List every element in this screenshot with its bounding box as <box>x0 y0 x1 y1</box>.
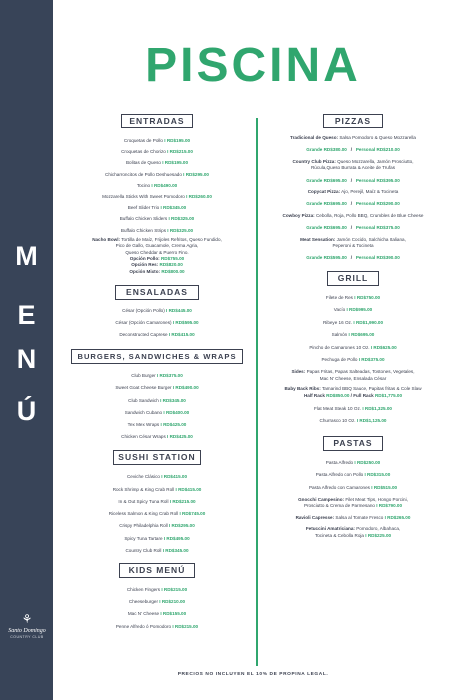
section-heading-grill: GRILL <box>327 271 379 286</box>
menu-item: Penne Alfredo ó Pomodoro I RD$215.00 <box>115 623 199 629</box>
pizza-prices: Grande RD$595.00 / Personal RD$390.00 <box>306 255 400 261</box>
nacho-bowl-description: Pico de Gallo, Guacamole, Crema Agria, <box>115 243 199 249</box>
nacho-option: Opción Res: RD$820.00 <box>131 262 183 268</box>
menu-item: Club Burger I RD$375.00 <box>131 373 183 379</box>
menu-item: Bolitas de Queso I RD$195.00 <box>125 160 189 166</box>
entradas-list <box>62 135 252 275</box>
nacho-option: Opción Pollo: RD$755.00 <box>129 256 185 262</box>
grill-sides: Sides: Papas Fritas, Papas Salteadas, Tostones, Vegetales, <box>291 369 415 375</box>
menu-item: Croquetas de Chorizo I RD$215.00 <box>121 149 193 155</box>
menu-item: Beef Slider Trio I RD$345.00 <box>127 205 187 211</box>
menu-item: Crispy Philadelphia Roll I RD$295.00 <box>119 523 195 529</box>
page-title: PISCINA <box>145 39 361 92</box>
pasta-special: Fetuccini Amatriciana: Pomodoro, Albahaca, <box>305 526 401 532</box>
section-heading-ensaladas: ENSALADAS <box>115 285 199 300</box>
side-band-letters <box>0 0 53 700</box>
menu-item: Rock Shrimp & King Crab Roll I RD$415.00 <box>112 486 202 492</box>
menu-item: Salmón I RD$695.00 <box>331 332 375 338</box>
menu-item: Deconstructed Caprese I RD$415.00 <box>119 332 195 338</box>
pizza-item <box>262 159 444 184</box>
pizza-description: Meat Sensation: Jamón Cocido, Salchicha Italiana, <box>300 236 406 242</box>
left-column <box>62 114 252 633</box>
club-logo <box>8 612 46 652</box>
menu-item: Flat Meat Steak 10 Oz. I RD$1,325.00 <box>314 405 392 411</box>
menu-item: Buffalo Chicken Strips I RD$325.00 <box>120 227 194 233</box>
nacho-bowl-item: Nacho Bowl: Tortilla de Maíz, Frijoles Refritos, Queso Fundido, <box>92 236 222 242</box>
pizza-item <box>262 189 444 208</box>
column-divider <box>256 118 258 666</box>
pizza-description: Tradicional de Queso: Salsa Pomodoro & Queso Mozzarella <box>290 135 416 140</box>
menu-item: Chicken Fingers I RD$215.00 <box>126 586 188 592</box>
nacho-option: Opción Mixto: RD$800.00 <box>129 268 185 274</box>
pasta-special: Ravioli Capresse: Salsa al Tomate Fresco I RD$265.00 <box>295 514 411 520</box>
section-heading-sushi: SUSHI STATION <box>113 450 201 465</box>
pizza-description: Country Club Pizza: Queso Mozzarella, Jamón Prosciutto, <box>292 158 414 164</box>
menu-item: Mac N' Cheese I RD$155.00 <box>127 611 187 617</box>
pizza-description: Copycat Pizza: Ajo, Perejil, Maíz & Tocineta <box>307 189 399 195</box>
palm-tree-icon: ⚘ <box>21 612 33 626</box>
menu-item: Pasta Alfredo I RD$250.00 <box>325 459 381 465</box>
menu-item: Riceless Salmon & King Crab Roll I RD$745.00 <box>108 511 206 517</box>
pizza-prices: Grande RD$695.00 / Personal RD$395.00 <box>306 177 400 183</box>
pizzas-list <box>262 135 444 262</box>
menu-item: Pincho de Camarones 10 Oz. I RD$625.00 <box>309 344 397 350</box>
menu-item: Croquetas de Pollo I RD$195.00 <box>123 138 191 143</box>
pasta-special: Prosciutto & Crema de Parmesano I RD$790.00 <box>303 503 403 509</box>
nacho-bowl-description: Queso Cheddar & Puerro Fino. <box>125 249 189 255</box>
menu-item: César (Opción Camarones) I RD$595.00 <box>115 320 199 326</box>
menu-item: In & Out Spicy Tuna Roll I RD$215.00 <box>118 498 196 504</box>
sushi-list <box>62 471 252 556</box>
pizza-description: Rúcula,Queso Burrata & Aceite de Trufas <box>310 165 395 171</box>
band-letter-m: M <box>15 241 38 271</box>
menu-item: Sandwich Cubano I RD$400.00 <box>124 409 190 415</box>
menu-item: Ribeye 16 Oz. I RD$1,990.00 <box>322 319 384 325</box>
pasta-special: Tocineta & Cebolla Roja I RD$225.00 <box>314 532 392 538</box>
pizza-description: Cowboy Pizza: Cebolla, Roja, Pollo BBQ, Crumbles de Blue Cheese <box>282 212 424 218</box>
menu-item: Vacío I RD$995.00 <box>333 307 373 313</box>
section-heading-pizzas: PIZZAS <box>323 114 383 128</box>
menu-item: Country Club Roll I RD$345.00 <box>125 547 189 553</box>
section-heading-kids: KIDS MENÚ <box>119 563 195 578</box>
section-heading-entradas: ENTRADAS <box>121 114 193 128</box>
menu-item: Filete de Res I RD$750.00 <box>325 294 381 300</box>
menu-item: Chicken César Wraps I RD$425.00 <box>121 434 193 440</box>
menu-item: Cheeseburger I RD$210.00 <box>128 599 186 605</box>
menu-item: Buffalo Chicken Sliders I RD$325.00 <box>119 216 195 222</box>
menu-item: César (Opción Pollo) I RD$445.00 <box>122 308 192 314</box>
menu-item: Churrasco 10 Oz. I RD$1,125.00 <box>319 418 387 424</box>
pizza-item <box>262 213 444 232</box>
menu-item: Tocino I RD$490.00 <box>136 182 178 188</box>
band-letter-e: E <box>17 300 36 330</box>
burgers-list <box>62 370 252 443</box>
pizza-item <box>262 135 444 154</box>
kids-list <box>62 584 252 633</box>
section-heading-pastas: PASTAS <box>323 436 383 451</box>
pizza-prices: Grande RD$695.00 / Personal RD$290.00 <box>306 201 400 207</box>
logo-name: Santo Domingo <box>8 628 46 634</box>
section-heading-burgers: BURGERS, SANDWICHES & WRAPS <box>71 349 243 364</box>
band-letter-u: Ú <box>16 396 37 426</box>
menu-item: Pasta Alfredo con Camarones I RD$515.00 <box>308 484 398 490</box>
right-column <box>262 114 444 539</box>
menu-item: Ceviche Clásico I RD$415.00 <box>126 474 188 480</box>
menu-item: Pechuga de Pollo I RD$375.00 <box>321 356 385 362</box>
pizza-item <box>262 237 444 262</box>
band-letter-n: N <box>16 344 37 374</box>
pastas-list <box>262 457 444 539</box>
pizza-prices: Grande RD$380.00 / Personal RD$210.00 <box>306 147 400 153</box>
pasta-special: Gnocchi Campesino: Filet Meat Tips, Hongo Porcini, <box>298 496 408 502</box>
baby-back-ribs: Baby Back Ribs: Tamarind BBQ Sauce, Papitas fritas & Cole Slaw <box>284 386 422 392</box>
pizza-description: Peperoni & Tocineta <box>332 243 374 249</box>
menu-item: Chicharroncitos de Pollo Deshuesado I RD$295.00 <box>105 171 209 177</box>
footer-note: PRECIOS NO INCLUYEN EL 10% DE PROPINA LEGAL. <box>177 672 329 677</box>
menu-item: Tex Mex Wraps I RD$425.00 <box>127 422 187 428</box>
grill-list <box>262 292 444 428</box>
menu-item: Spicy Tuna Tartare I RD$495.00 <box>124 535 190 541</box>
menu-item: Club Sandwich I RD$345.00 <box>128 397 186 403</box>
logo-subtitle: COUNTRY CLUB <box>10 635 44 639</box>
baby-back-prices: Half Rack RD$850.00 / Full Rack RD$1,775.00 <box>303 392 403 398</box>
grill-sides: Mac N' Cheese, Ensalada César <box>319 375 387 381</box>
menu-item: Pasta Alfredo con Pollo I RD$315.00 <box>315 472 391 478</box>
ensaladas-list <box>62 305 252 341</box>
menu-item: Sweet Goat Cheese Burger I RD$490.00 <box>115 385 199 391</box>
pizza-prices: Grande RD$695.00 / Personal RD$375.00 <box>306 225 400 231</box>
menu-item: Mozzarella Sticks With Sweet Pomodoro I RD$260.00 <box>102 194 212 200</box>
